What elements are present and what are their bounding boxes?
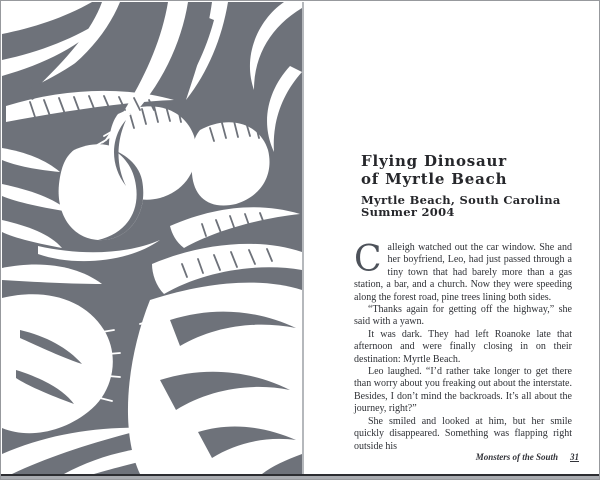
- paragraph-2: “Thanks again for getting off the highway,” she said with a yawn.: [354, 304, 572, 328]
- chapter-title-line1: Flying Dinosaur: [361, 152, 507, 170]
- paragraph-5: She smiled and looked at him, but her smile quickly disappeared. Something was flapping right outside his: [354, 415, 572, 452]
- paragraph-4: Leo laughed. “I’d rather take longer to get there than worry about you freaking out about the interstate. Besides, I don’t mind the backroads. It’s all about the journey, right?”: [354, 366, 572, 415]
- chapter-subtitle-line2: Summer 2004: [361, 204, 455, 219]
- running-footer: [476, 452, 579, 462]
- right-page: [304, 2, 599, 474]
- feather-woodcut-illustration: [2, 2, 302, 474]
- running-footer-title: Monsters of the South: [475, 452, 558, 462]
- paragraph-1-text: alleigh watched out the car window. She and her boyfriend, Leo, had just passed through a tiny town that had barely more than a gas station, a bar, and a church. Now they were speeding along the forest road, pine trees lining both sides.: [354, 242, 572, 303]
- chapter-header: [361, 152, 561, 218]
- chapter-subtitle-line1: Myrtle Beach, South Carolina: [361, 193, 561, 207]
- drop-cap: C: [354, 239, 382, 280]
- paragraph-3: It was dark. They had left Roanoke late that afternoon and were finally closing in on their destination: Myrtle Beach.: [354, 328, 572, 365]
- page-number: 31: [570, 452, 579, 462]
- paragraph-1: [354, 239, 572, 304]
- chapter-title: [361, 152, 561, 188]
- chapter-title-line2: of Myrtle Beach: [361, 170, 508, 188]
- chapter-subtitle: [361, 195, 561, 218]
- page-edge-strip: [1, 476, 600, 480]
- left-page: [2, 2, 302, 474]
- body-text: [354, 239, 572, 453]
